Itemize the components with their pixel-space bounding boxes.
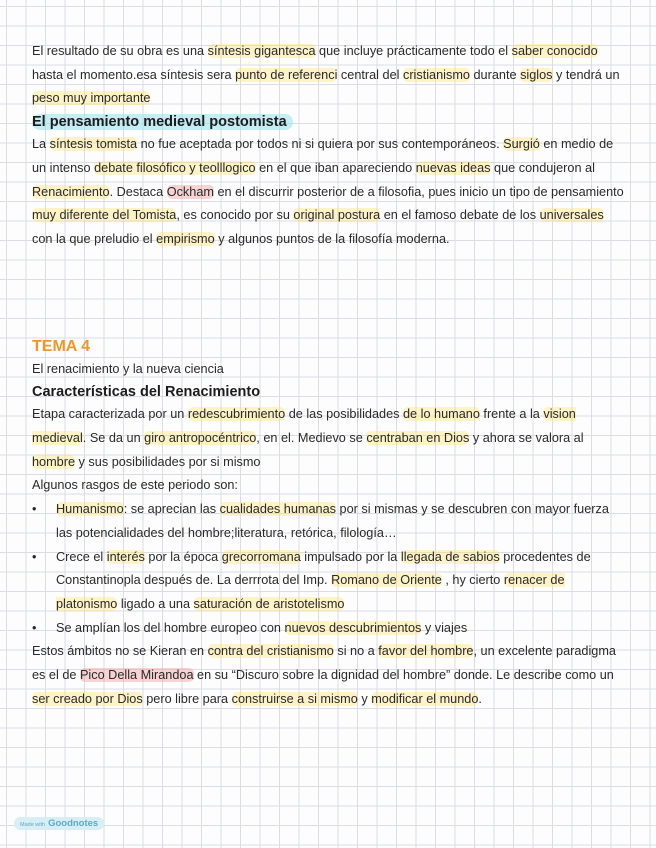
tema-title: TEMA 4 xyxy=(32,337,91,355)
rasgos-list xyxy=(32,498,627,640)
heading-renacimiento: Características del Renacimiento xyxy=(32,384,261,401)
heading-postomista: El pensamiento medieval postomista xyxy=(32,111,627,133)
renacimiento-paragraph: Etapa caracterizada por un redescubrimiento de las posibilidades de lo humano frente a la vision medieval. Se da un giro antropocéntrico, en el. Medievo se centraban en Dios y ahora se valora al hombre y sus posibilidades por si mismo xyxy=(32,407,584,469)
postomista-paragraph: La síntesis tomista no fue aceptada por todos ni si quiera por sus contemporáneos. Surgió en medio de un intenso debate filosófico y teolllogico en el que iban apareciendo nuevas ideas que condujeron al Renacimiento. Destaca Ockham en el discurrir posterior de a filosofia, pues inicio un tipo de pensamiento muy diferente del Tomista, es conocido por su original postura en el famoso debate de los universales con la que preludio el empirismo y algunos puntos de la filosofía moderna. xyxy=(32,137,624,246)
note-page xyxy=(32,40,627,711)
closing-paragraph: Estos ámbitos no se Kieran en contra del cristianismo si no a favor del hombre, un excelente paradigma es el de Pico Della Mirandoa en su “Discuro sobre la dignidad del hombre” donde. Le describe como un ser creado por Dios pero libre para construirse a si mismo y modificar el mundo. xyxy=(32,644,616,706)
list-item: • Crece el interés por la época grecorromana impulsado por la llegada de sabios procedentes de Constantinopla después de. La derrrota del Imp. Romano de Oriente , hy cierto renacer de platonismo ligado a una saturación de aristotelismo xyxy=(32,546,627,617)
badge-brand: Goodnotes xyxy=(48,818,99,829)
goodnotes-badge[interactable] xyxy=(14,817,104,830)
list-item: • Humanismo: se aprecian las cualidades humanas por si mismas y se descubren con mayor fuerza las potencialidades del hombre;literatura, retórica, filología… xyxy=(32,498,627,545)
badge-made-with: Made with xyxy=(20,822,46,828)
list-item: • Se amplían los del hombre europeo con nuevos descubrimientos y viajes xyxy=(32,617,627,641)
tema-subtitle: El renacimiento y la nueva ciencia xyxy=(32,361,224,376)
intro-paragraph: El resultado de su obra es una síntesis gigantesca que incluye prácticamente todo el saber conocido hasta el momento.esa síntesis sera punto de referenci central del cristianismo durante siglos y tendrá un peso muy importante xyxy=(32,44,620,106)
rasgos-intro: Algunos rasgos de este periodo son: xyxy=(32,478,238,493)
